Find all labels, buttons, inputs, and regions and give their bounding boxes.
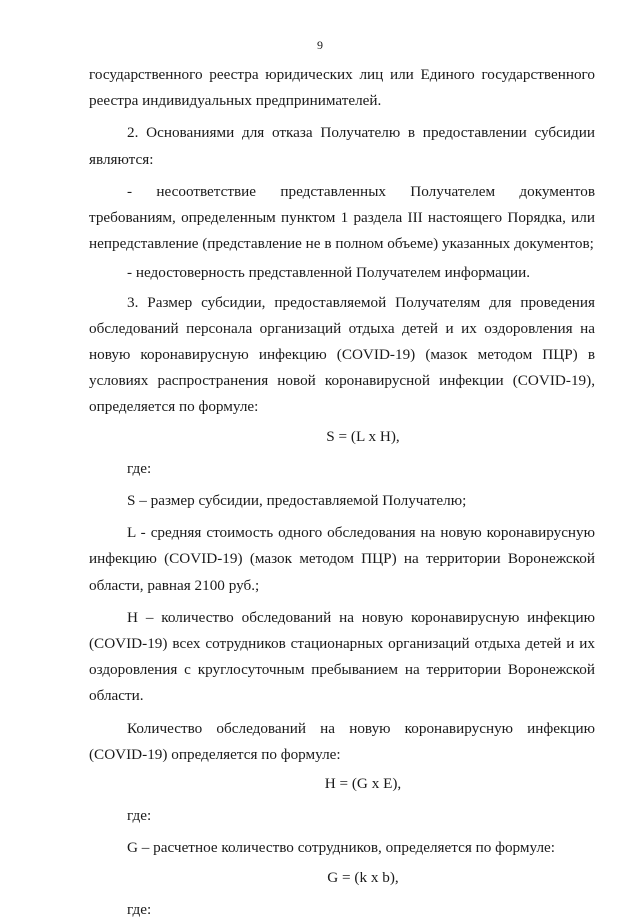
paragraph-refusal-grounds: 2. Основаниями для отказа Получателю в предоставлении субсидии являются: (89, 124, 595, 168)
paragraph-nonconformity: - несоответствие представленных Получателем документов требованиям, определенным пунктом 1 раздела III настоящего Порядка, или непредставление (представление не в полном объеме) указанных документов; (89, 182, 595, 253)
formula-h: H = (G x E), (324, 775, 402, 793)
paragraph-unreliability: - недостоверность представленной Получателем информации. (127, 264, 531, 282)
definition-l: L - средняя стоимость одного обследования на новую коронавирусную инфекцию (COVID-19) (мазок методом ПЦР) на территории Воронежской области, равная 2100 руб.; (89, 524, 595, 594)
paragraph-registry: государственного реестра юридических лиц или Единого государственного реестра индивидуальных предпринимателей. (89, 66, 595, 110)
definition-s: S – размер субсидии, предоставляемой Получателю; (127, 492, 467, 510)
formula-g: G = (k x b), (327, 868, 399, 886)
page-number: 9 (317, 38, 323, 52)
where-label-1: где: (127, 459, 152, 477)
definition-h: H – количество обследований на новую коронавирусную инфекцию (COVID-19) всех сотрудников стационарных организаций отдыха детей и их оздоровления с круглосуточным пребыванием на территории Воронежской области. (89, 608, 595, 705)
definition-g: G – расчетное количество сотрудников, определяется по формуле: (127, 839, 555, 857)
document-body (89, 62, 595, 923)
paragraph-test-count: Количество обследований на новую коронавирусную инфекцию (COVID-19) определяется по формуле: (89, 719, 595, 763)
where-label-3: где: (127, 900, 152, 918)
formula-s: S = (L x H), (326, 427, 400, 445)
where-label-2: где: (127, 807, 152, 825)
paragraph-subsidy-size: 3. Размер субсидии, предоставляемой Получателям для проведения обследований персонала организаций отдыха детей и их оздоровления на новую коронавирусную инфекцию (COVID-19) (мазок методом ПЦР) в условиях распространения новой коронавирусной инфекции (COVID-19), определяется по формуле: (89, 293, 595, 416)
